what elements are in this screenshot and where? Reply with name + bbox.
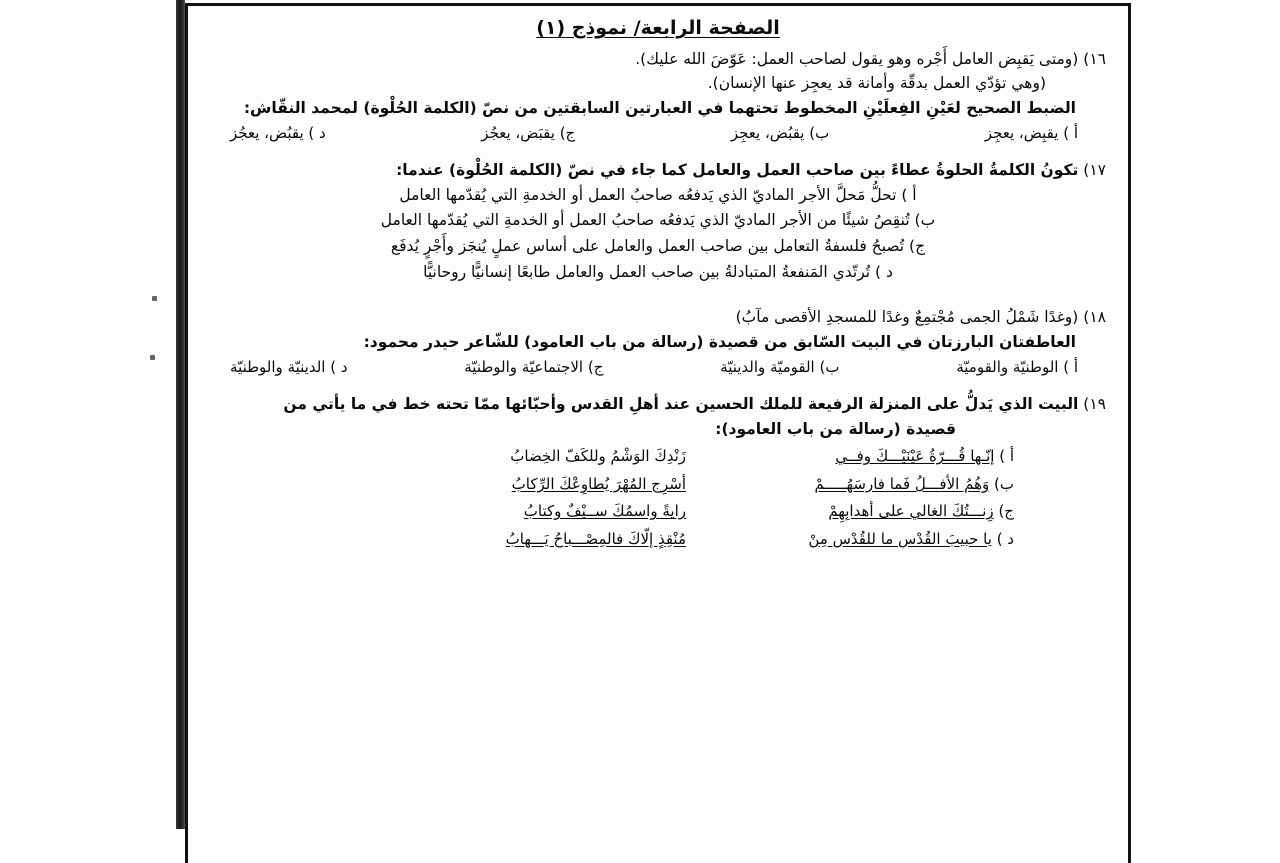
question-gap	[210, 380, 1106, 394]
question-18-verse-line	[210, 307, 1106, 327]
scan-edge-artifact	[176, 0, 185, 829]
question-19-stem-text-1: البيت الذي يَدلُّ على المنزلة الرفيعة للملك الحسين عند أهلِ القدس وأحبّائها ممّا تحته خط في ما يأتي من	[283, 395, 1079, 414]
option-b-hemistich-first: وَهُمُ الأفـــلُ فَما فارسَهُـــــمْ	[814, 474, 990, 493]
question-17-stem-line-1	[210, 160, 1106, 180]
option-d-label: د )	[996, 529, 1014, 548]
question-gap	[210, 287, 1106, 307]
option-b-label-and-hemistich	[714, 473, 1014, 496]
question-16-stem-text-1: (ومتى يَقبِض العامل أَجْره وهو يقول لصاحب العمل: عَوّضَ الله عليك).	[635, 50, 1079, 68]
question-16-option-b[interactable]: ب) يقبُض، يعجِز	[730, 124, 830, 143]
question-16-stem-line-2: (وهي تؤدّي العمل بدقّة وأمانة قد يعجِز عنها الإنسان).	[707, 74, 1046, 93]
question-17-option-b[interactable]: ب) تُنقِصُ شيئًا من الأجر الماديّ الذي يَدفعُه صاحبُ العمل أو الخدمةِ التي يُقدّمها العامل	[380, 211, 936, 230]
option-c-hemistich-first: زِنـــتُكَ الغالي على أهدابِهِمْ	[828, 502, 994, 521]
question-18-option-c[interactable]: ج) الاجتماعيّة والوطنيّة	[464, 358, 604, 377]
question-19	[210, 394, 1106, 550]
question-19-option-d[interactable]	[210, 528, 1106, 551]
question-18-option-b[interactable]: ب) القوميّة والدينيّة	[720, 358, 840, 377]
question-16-option-c[interactable]: ج) يقبَض، يعجُز	[481, 124, 576, 143]
question-18-option-d[interactable]: د ) الدينيّة والوطنيّة	[230, 358, 348, 377]
question-19-option-c[interactable]	[210, 500, 1106, 523]
question-16-stem-line-1	[210, 49, 1106, 69]
question-17-option-a[interactable]: أ ) تحلُّ مَحلَّ الأجر الماديّ الذي يَدفعُه صاحبُ العمل أو الخدمةِ التي يُقدّمها العامل	[399, 185, 917, 204]
option-a-hemistich-second: زَنْدِكَ الوَشْمُ وللكَفّ الخِضابُ	[510, 447, 686, 466]
question-18	[210, 307, 1106, 376]
question-18-number: ١٨)	[1083, 308, 1106, 327]
page-content	[196, 3, 1120, 829]
question-16-option-d[interactable]: د ) يقبُض، يعجُز	[230, 124, 326, 143]
option-c-label: ج)	[998, 502, 1014, 521]
question-16-number: ١٦)	[1083, 50, 1106, 68]
question-17-option-d[interactable]: د ) تُرتّدي المَنفعةُ المتبادلةُ بين صاحب العمل والعامل طابعًا إنسانيًّا روحانيًّا	[423, 262, 893, 281]
question-18-options	[210, 358, 1106, 376]
page-title: الصفحة الرابعة/ نموذج (١)	[536, 17, 780, 39]
question-16-stem-line-3: الضبط الصحيح لعَيْنِ الفِعلَيْنِ المخطوط تحتهما في العبارتين السابقتين من نصّ (الكلمة الحُلْوة) لمحمد النقّاش:	[243, 98, 1076, 117]
question-16-option-a[interactable]: أ ) يقبِض، يعجِز	[984, 124, 1078, 143]
scan-speck-artifact	[152, 296, 157, 301]
option-d-hemistich-second: مُنْقِذٍ إلّاكَ فالمِصْـــباحُ يَـــهابُ	[505, 529, 686, 548]
question-19-stem-line-1	[210, 394, 1106, 414]
question-17-stem-text-1: تكونُ الكلمةُ الحلوةُ عطاءً بين صاحب العمل والعامل كما جاء في نصّ (الكلمة الحُلْوة) عندما:	[396, 161, 1079, 180]
option-a-label: أ )	[999, 447, 1014, 466]
option-a-label-and-hemistich	[714, 445, 1014, 468]
scan-speck-artifact	[150, 355, 155, 360]
question-19-stem-line-2: قصيدة (رسالة من باب العامود):	[715, 419, 956, 438]
question-18-stem-line-1: العاطفتان البارزتان في البيت السّابق من قصيدة (رسالة من باب العامود) للشّاعر حيدر محمود:	[363, 332, 1076, 351]
question-17	[210, 160, 1106, 282]
question-gap	[210, 146, 1106, 160]
option-d-hemistich-first: يا حبيبَ القُدْس ما للقُدْس مِنْ	[808, 529, 992, 548]
question-17-options	[210, 185, 1106, 282]
question-16	[210, 49, 1106, 142]
question-19-number: ١٩)	[1083, 395, 1106, 414]
question-18-option-a[interactable]: أ ) الوطنيّة والقوميّة	[956, 358, 1078, 377]
question-19-option-b[interactable]	[210, 473, 1106, 496]
question-16-options	[210, 124, 1106, 142]
option-c-label-and-hemistich	[714, 500, 1014, 523]
option-a-hemistich-first: إنّـها قُـــرّةُ عَيْنَيْـــكَ وفــي	[835, 447, 995, 466]
option-b-label: ب)	[994, 474, 1014, 493]
question-17-option-c[interactable]: ج) تُصبحُ فلسفةُ التعامل بين صاحب العمل والعامل على أساس عملٍ يُنجَز وأَجْرٍ يُدفَع	[390, 237, 926, 256]
question-19-option-a[interactable]	[210, 445, 1106, 468]
option-d-label-and-hemistich	[714, 528, 1014, 551]
question-17-number: ١٧)	[1083, 161, 1106, 180]
option-c-hemistich-second: رايةً واسمُكَ ســيْفٌ وكتابُ	[523, 502, 686, 521]
option-b-hemistich-second: أسْرِج المُهْرَ يُطاوِعْكَ الرِّكابُ	[511, 474, 686, 493]
question-19-options	[210, 445, 1106, 550]
question-18-verse-text: (وغدًا شَمْلُ الجمى مُجْتمِعٌ وغدًا للمسجدِ الأقصى مآبُ)	[735, 308, 1079, 327]
